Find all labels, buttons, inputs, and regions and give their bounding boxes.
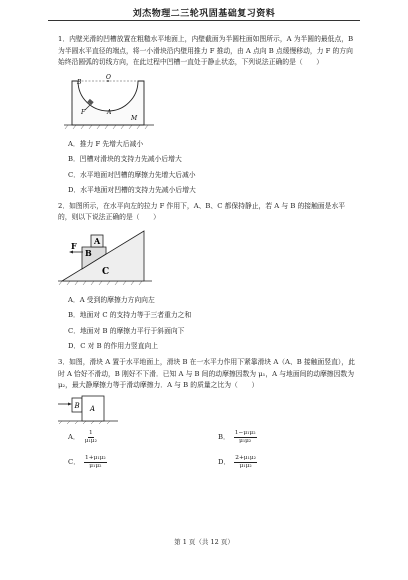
option-letter: C． — [68, 457, 80, 466]
question-3 — [58, 357, 358, 474]
numerator: 2+μ₁μ₂ — [235, 455, 256, 462]
fraction — [234, 455, 257, 470]
question-3-figure — [58, 395, 358, 425]
header-rule — [48, 20, 360, 21]
fraction — [234, 430, 257, 445]
question-2-option-c: C．地面对 B 的摩擦力平行于斜面向下 — [68, 326, 185, 335]
label-a: A — [107, 108, 112, 116]
question-1-option-c: C．水平地面对凹槽的摩擦力先增大后减小 — [68, 170, 196, 179]
question-1-stem: 1．内壁光滑的凹槽放置在粗糙水平地面上，内壁截面为半圆柱面如图所示，A 为半圆的最低点，B 为半圆水平直径的端点，将一小滑块沿内壁用推力 F 推动，由 A 点向 B 点缓慢移动，力 F 的方向始终沿圆弧的切线方向，在此过程中凹槽一直处于静止状态，下列说法正确的是（ ） — [58, 35, 354, 67]
question-2 — [58, 201, 358, 355]
question-3-stem: 3．如图，滑块 A 置于水平地面上，滑块 B 在一水平力作用下紧靠滑块 A（A、B 接触面竖直），此时 A 恰好不滑动，B 刚好不下滑．已知 A 与 B 间的动摩擦因数为 μ₁，A 与地面间的动摩擦因数为 μ₂，最大静摩擦力等于滑动摩擦力．A 与 B 的质量之比为（ ） — [58, 357, 355, 390]
question-3-option-c — [58, 452, 208, 474]
label-a: A — [90, 404, 96, 413]
label-f: F — [81, 108, 86, 116]
question-2-figure — [58, 227, 358, 287]
force-arrowhead — [68, 402, 72, 405]
ground-hatch — [59, 281, 142, 285]
question-3-option-b — [208, 427, 358, 449]
blocks-diagram — [58, 395, 128, 425]
label-a: A — [94, 235, 101, 246]
label-o: O — [106, 73, 111, 81]
option-letter: B． — [218, 432, 230, 441]
page-content — [58, 34, 358, 476]
option-letter: A． — [68, 432, 80, 441]
label-f: F — [71, 240, 77, 251]
header-title: 刘杰物理二三轮巩固基础复习资料 — [132, 9, 276, 19]
label-m: M — [131, 114, 138, 122]
page-header — [0, 0, 408, 24]
ground-hatch — [65, 125, 148, 129]
question-2-option-a: A．A 受到的摩擦力方向向左 — [68, 295, 155, 304]
question-1-option-d: D．水平地面对凹槽的支持力先减小后增大 — [68, 186, 196, 195]
question-1-option-b: B．凹槽对滑块的支持力先减小后增大 — [68, 155, 182, 164]
question-2-option-b: B．地面对 C 的支持力等于三者重力之和 — [68, 311, 192, 320]
question-1-figure — [58, 73, 358, 131]
label-b: B — [74, 401, 80, 410]
question-2-stem: 2．如图所示，在水平向左的拉力 F 作用下，A、B、C 都保持静止，若 A 与 B 的接触面是水平的，则以下说法正确的是（ ） — [58, 201, 346, 222]
denominator: μ₁μ₂ — [84, 438, 97, 445]
option-letter: D． — [218, 457, 231, 466]
denominator: μ₁μ₂ — [239, 463, 252, 470]
question-2-option-d: D．C 对 B 的作用力竖直向上 — [68, 342, 159, 351]
label-c: C — [102, 266, 110, 277]
numerator: 1 — [88, 430, 93, 437]
label-b: B — [85, 247, 92, 258]
numerator: 1−μ₁μ₂ — [234, 430, 256, 437]
question-1 — [58, 34, 358, 199]
question-1-option-a: A．推力 F 先增大后减小 — [68, 139, 144, 148]
fraction — [84, 455, 107, 470]
label-b: B — [77, 78, 82, 86]
denominator: μ₁μ₂ — [239, 438, 252, 445]
page-footer — [0, 537, 408, 546]
question-3-option-d — [208, 452, 358, 474]
fraction — [84, 430, 98, 445]
groove-diagram — [58, 73, 158, 131]
incline-diagram — [58, 227, 158, 287]
question-3-option-a — [58, 427, 208, 449]
question-3-options — [58, 427, 358, 474]
denominator: μ₁μ₂ — [89, 463, 102, 470]
numerator: 1+μ₁μ₂ — [85, 455, 106, 462]
ground-hatch — [59, 421, 110, 424]
page-number: 第 1 页（共 12 页） — [174, 538, 234, 546]
